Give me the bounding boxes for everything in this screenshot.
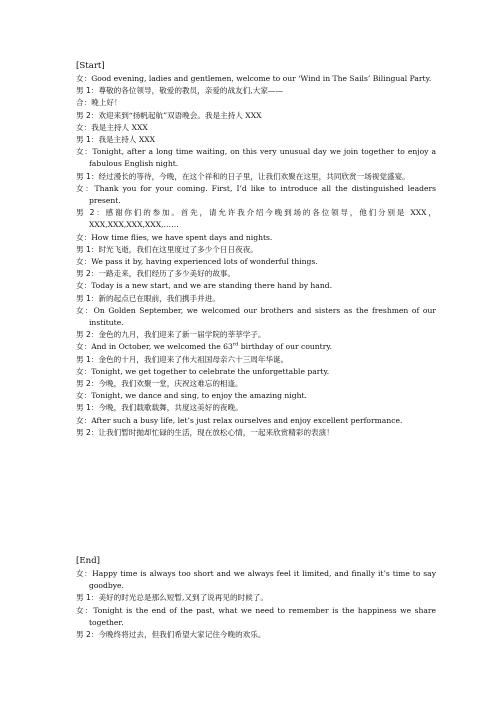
speaker-label: 男 2：: [76, 427, 99, 437]
script-line: [76, 280, 436, 292]
speaker-label: 男 1：: [76, 86, 99, 96]
script-line: [76, 329, 436, 341]
script-line: [76, 268, 436, 280]
script-line: [76, 341, 436, 353]
speaker-label: 女：: [76, 366, 92, 376]
script-line: [76, 629, 436, 641]
speaker-label: 男 1：: [76, 293, 99, 303]
line-text: Tonight, we dance and sing, to enjoy the amazing night.: [91, 391, 307, 401]
speaker-label: 女：: [76, 342, 92, 352]
line-text: Today is a new start, and we are standing there hand by hand.: [91, 281, 332, 291]
speaker-label: 女：: [76, 569, 93, 578]
script-line: [76, 402, 436, 414]
line-text: Tonight, after a long time waiting, on this very unusual day we join together to enjoy a fabulous English night.: [89, 147, 436, 169]
speaker-label: 女：: [76, 183, 95, 193]
end-tag: [End]: [76, 556, 101, 566]
speaker-label: 女：: [76, 391, 92, 401]
script-line: [76, 232, 436, 244]
script-line: [76, 293, 436, 305]
speaker-label: 男 1：: [76, 403, 99, 413]
script-line: [76, 85, 436, 97]
line-text: After such a busy life, let’s just relax ourselves and enjoy excellent performance.: [91, 415, 403, 425]
script-line: [76, 415, 436, 427]
line-text: 我是主持人 XXX: [91, 122, 148, 132]
speaker-label: 男 2：: [76, 330, 99, 340]
line-text: 晚上好！: [91, 98, 122, 108]
speaker-label: 男 2：: [76, 208, 106, 218]
line-text: How time flies, we have spent days and nights.: [91, 232, 273, 242]
speaker-label: 女：: [76, 147, 93, 157]
speaker-label: 男 2：: [76, 630, 99, 640]
line-text: 一路走来，我们经历了多少美好的故事。: [98, 269, 236, 279]
script-line: [76, 390, 436, 402]
script-line: [76, 110, 436, 122]
speaker-label: 男 1：: [76, 244, 99, 254]
speaker-label: 女：: [76, 257, 92, 267]
script-line: [76, 97, 436, 109]
line-text: 感谢你们的参加。首先，请允许我介绍今晚到场的各位领导，他们分别是 XXX，XXX,XXX,XXX,XXX,……: [89, 208, 436, 230]
script-line: [76, 73, 436, 85]
speaker-label: 合：: [76, 98, 92, 108]
script-line: [76, 244, 436, 256]
line-text: Tonight is the end of the past, what we need to remember is the happiness we share together.: [89, 605, 436, 627]
script-line: [76, 305, 436, 329]
line-text: 尊敬的各位领导，敬爱的教员，亲爱的战友们,大家——: [98, 86, 284, 96]
speaker-label: 女：: [76, 232, 92, 242]
script-line: [76, 171, 436, 183]
speaker-label: 男 2：: [76, 379, 99, 389]
start-script-lines: [76, 73, 436, 439]
speaker-label: 女：: [76, 281, 92, 291]
speaker-label: 女：: [76, 122, 92, 132]
script-line: [76, 146, 436, 170]
speaker-label: 男 1：: [76, 135, 99, 145]
script-line: [76, 427, 436, 439]
script-line: [76, 207, 436, 231]
speaker-label: 男 2：: [76, 110, 99, 120]
script-line: [76, 122, 436, 134]
start-tag: [Start]: [76, 61, 105, 71]
line-text: And in October, we welcomed the 63rd birthday of our country.: [91, 341, 333, 352]
line-text: 欢迎来到“扬帆起航”双语晚会。我是主持人 XXX: [98, 110, 262, 120]
line-text: 金色的十月，我们迎来了伟大祖国母亲六十三周年华诞。: [98, 354, 289, 364]
speaker-label: 女：: [76, 305, 94, 315]
line-text: On Golden September, we welcomed our brothers and sisters as the freshmen of our institute.: [89, 305, 437, 328]
end-script-lines: [76, 568, 436, 641]
script-line: [76, 354, 436, 366]
script-line: [76, 134, 436, 146]
line-text: 今晚，我们载歌载舞，共度这美好的夜晚。: [98, 403, 243, 413]
script-line: [76, 605, 436, 629]
line-text: We pass it by, having experienced lots of wonderful things.: [91, 257, 318, 267]
speaker-label: 女：: [76, 74, 92, 83]
script-line: [76, 183, 436, 207]
speaker-label: 男 1：: [76, 354, 99, 364]
speaker-label: 男 1：: [76, 171, 99, 181]
line-text: Good evening, ladies and gentlemen, welcome to our ‘Wind in The Sails’ Bilingual Party.: [91, 74, 432, 83]
script-line: [76, 366, 436, 378]
line-text: 今晚终将过去，但我们希望大家记住今晚的欢乐。: [98, 630, 266, 640]
speaker-label: 女：: [76, 605, 94, 615]
line-text: Tonight, we get together to celebrate the unforgettable party.: [91, 366, 330, 376]
speaker-label: 男 2：: [76, 269, 99, 279]
line-text: 经过漫长的等待，今晚，在这个祥和的日子里，让我们欢聚在这里，共同欣赏一场视觉盛宴。: [98, 171, 410, 181]
script-line: [76, 592, 436, 604]
line-text: 新的起点已在眼前，我们携手并进。: [98, 293, 220, 303]
line-text: 金色的九月，我们迎来了新一届学院的莘莘学子。: [98, 330, 266, 340]
end-section: [76, 555, 436, 641]
script-line: [76, 256, 436, 268]
script-line: [76, 568, 436, 592]
line-text: 今晚，我们欢聚一堂，庆祝这难忘的相逢。: [98, 379, 243, 389]
script-line: [76, 378, 436, 390]
line-text: 让我们暂时抛却忙碌的生活，现在放松心情，一起来欣赏精彩的表演！: [98, 427, 334, 437]
speaker-label: 男 1：: [76, 593, 99, 603]
start-section: [76, 60, 436, 439]
line-text: Thank you for your coming. First, I’d like to introduce all the distinguished leaders present.: [89, 183, 436, 206]
line-text: 美好的时光总是那么短暂,又到了说再见的时候了。: [98, 593, 268, 603]
line-text: Happy time is always too short and we always feel it limited, and finally it’s time to say goodbye.: [89, 569, 436, 591]
line-text: 时光飞逝，我们在这里度过了多少个日日夜夜。: [98, 244, 258, 254]
speaker-label: 女：: [76, 415, 92, 425]
line-text: 我是主持人 XXX: [98, 135, 156, 145]
